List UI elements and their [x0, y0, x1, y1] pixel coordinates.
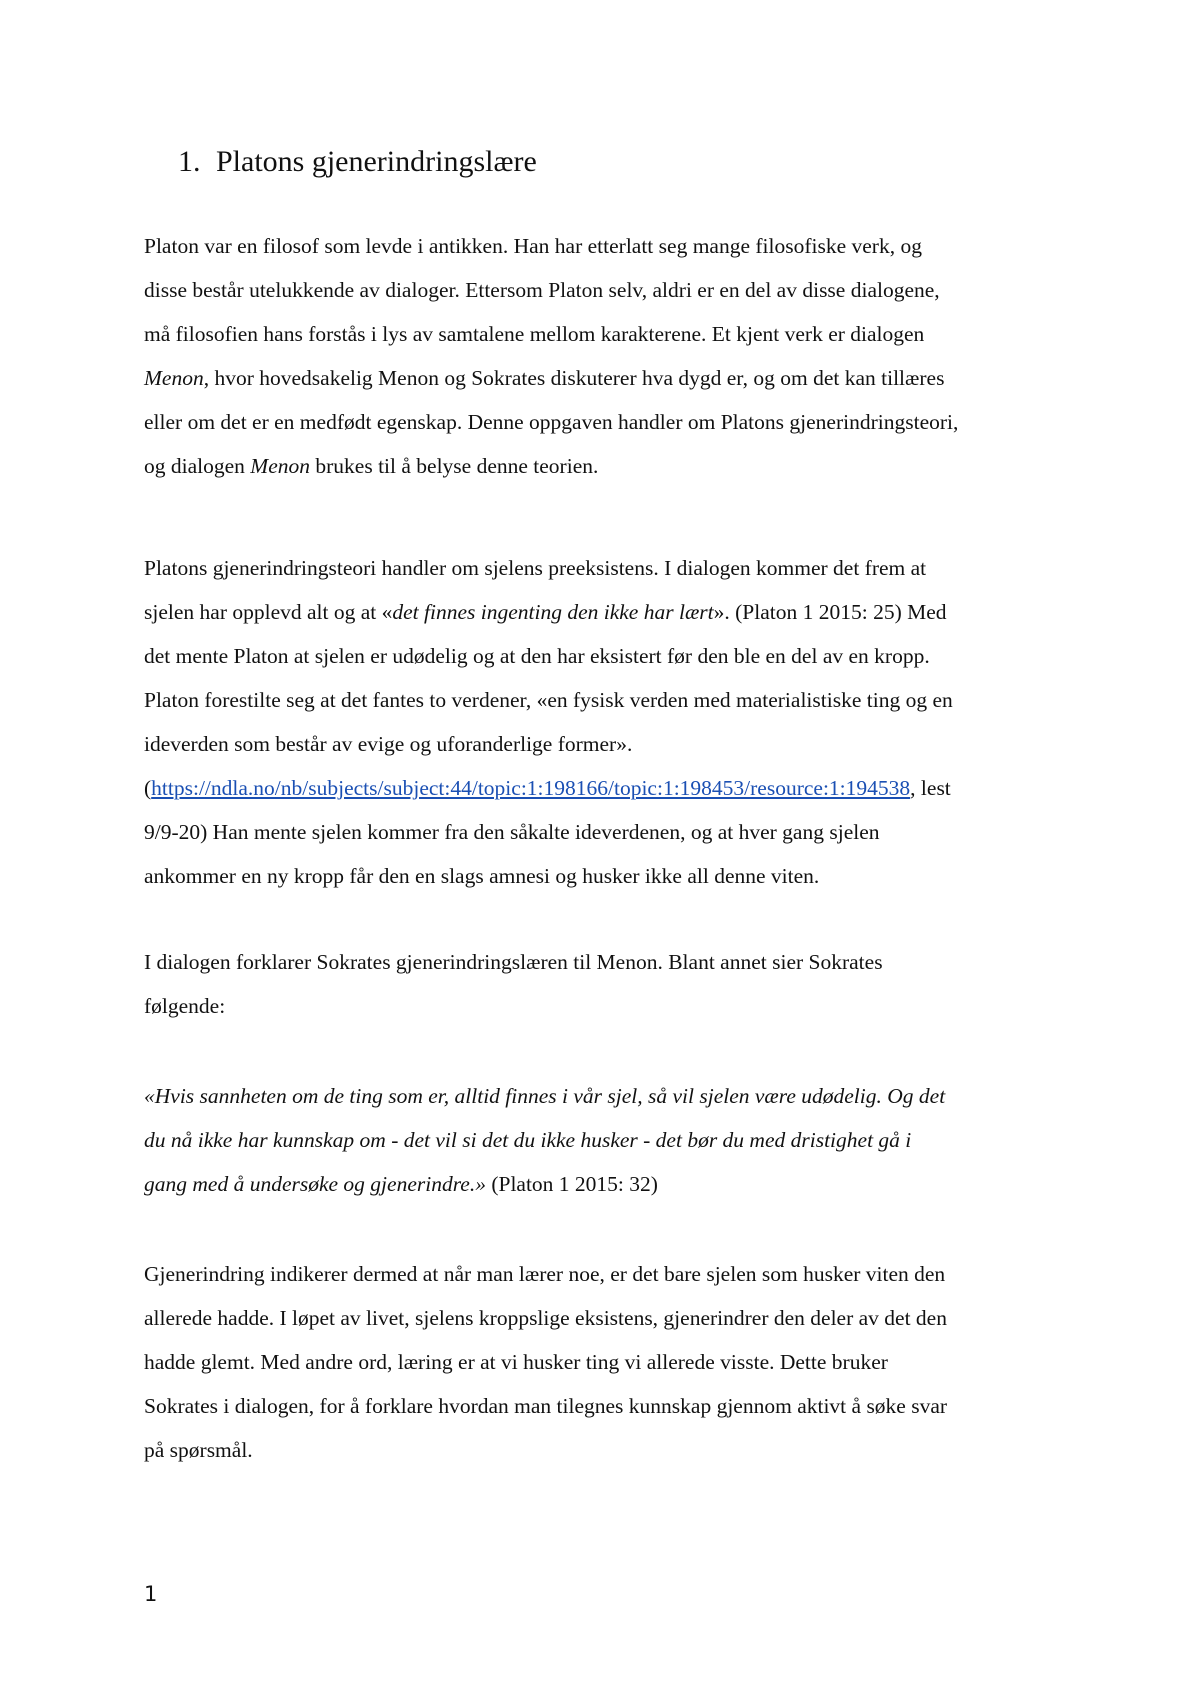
- citation: (Platon 1 2015: 32): [485, 1172, 658, 1196]
- text-fragment: og dialogen: [144, 454, 251, 478]
- work-title: Menon: [250, 454, 310, 478]
- work-title: Menon: [144, 366, 204, 390]
- text-line: [144, 356, 1064, 400]
- page-number: 1: [144, 1582, 158, 1606]
- text-line: allerede hadde. I løpet av livet, sjelens kroppslige eksistens, gjenerindrer den deler av det den: [144, 1306, 947, 1330]
- text-line: hadde glemt. Med andre ord, læring er at vi husker ting vi allerede visste. Dette bruker: [144, 1350, 888, 1374]
- heading-title: Platons gjenerindringslære: [216, 145, 537, 178]
- source-link[interactable]: https://ndla.no/nb/subjects/subject:44/topic:1:198166/topic:1:198453/resource:1:194538: [151, 776, 911, 800]
- paragraph-theory: [144, 546, 1064, 898]
- text-line: ideverden som består av evige og uforanderlige former».: [144, 732, 633, 756]
- text-line: følgende:: [144, 994, 226, 1018]
- text-fragment: (: [144, 776, 152, 800]
- text-line: det mente Platon at sjelen er udødelig og at den har eksistert før den ble en del av en kropp.: [144, 644, 930, 668]
- heading-number: 1.: [178, 145, 201, 178]
- section-heading: [178, 142, 537, 182]
- text-line: Sokrates i dialogen, for å forklare hvordan man tilegnes kunnskap gjennom aktivt å søke svar: [144, 1394, 948, 1418]
- quote-fragment: gang med å undersøke og gjenerindre.»: [144, 1172, 486, 1196]
- quote-line: du nå ikke har kunnskap om - det vil si det du ikke husker - det bør du med dristighet gå i: [144, 1128, 912, 1152]
- text-line: [144, 766, 1064, 810]
- text-fragment: , lest: [910, 776, 951, 800]
- paragraph-intro: [144, 224, 1064, 488]
- text-line: ankommer en ny kropp får den en slags amnesi og husker ikke all denne viten.: [144, 864, 820, 888]
- text-fragment: sjelen har opplevd alt og at «: [144, 600, 393, 624]
- text-line: på spørsmål.: [144, 1438, 253, 1462]
- text-line: må filosofien hans forstås i lys av samtalene mellom karakterene. Et kjent verk er dialogen: [144, 322, 925, 346]
- text-line: eller om det er en medfødt egenskap. Denne oppgaven handler om Platons gjenerindringsteori,: [144, 410, 959, 434]
- text-line: [144, 590, 1064, 634]
- text-line: Platons gjenerindringsteori handler om sjelens preeksistens. I dialogen kommer det frem at: [144, 556, 927, 580]
- text-line: I dialogen forklarer Sokrates gjenerindringslæren til Menon. Blant annet sier Sokrates: [144, 950, 883, 974]
- text-line: [144, 444, 1064, 488]
- text-line: [144, 1162, 1064, 1206]
- text-fragment: ». (Platon 1 2015: 25) Med: [713, 600, 947, 624]
- text-line: Platon var en filosof som levde i antikken. Han har etterlatt seg mange filosofiske verk, og: [144, 234, 922, 258]
- text-line: Platon forestilte seg at det fantes to verdener, «en fysisk verden med materialistiske ting og en: [144, 688, 953, 712]
- block-quote: [144, 1074, 1064, 1206]
- text-line: disse består utelukkende av dialoger. Ettersom Platon selv, aldri er en del av disse dialogene,: [144, 278, 940, 302]
- text-line: 9/9-20) Han mente sjelen kommer fra den såkalte ideverdenen, og at hver gang sjelen: [144, 820, 880, 844]
- text-line: Gjenerindring indikerer dermed at når man lærer noe, er det bare sjelen som husker viten den: [144, 1262, 946, 1286]
- quote-line: «Hvis sannheten om de ting som er, alltid finnes i vår sjel, så vil sjelen være udødelig. Og det: [144, 1084, 946, 1108]
- inline-quote: det finnes ingenting den ikke har lært: [392, 600, 714, 624]
- text-fragment: brukes til å belyse denne teorien.: [310, 454, 599, 478]
- text-fragment: , hvor hovedsakelig Menon og Sokrates diskuterer hva dygd er, og om det kan tillæres: [203, 366, 945, 390]
- paragraph-dialogue-intro: [144, 940, 1064, 1028]
- paragraph-conclusion: [144, 1252, 1064, 1472]
